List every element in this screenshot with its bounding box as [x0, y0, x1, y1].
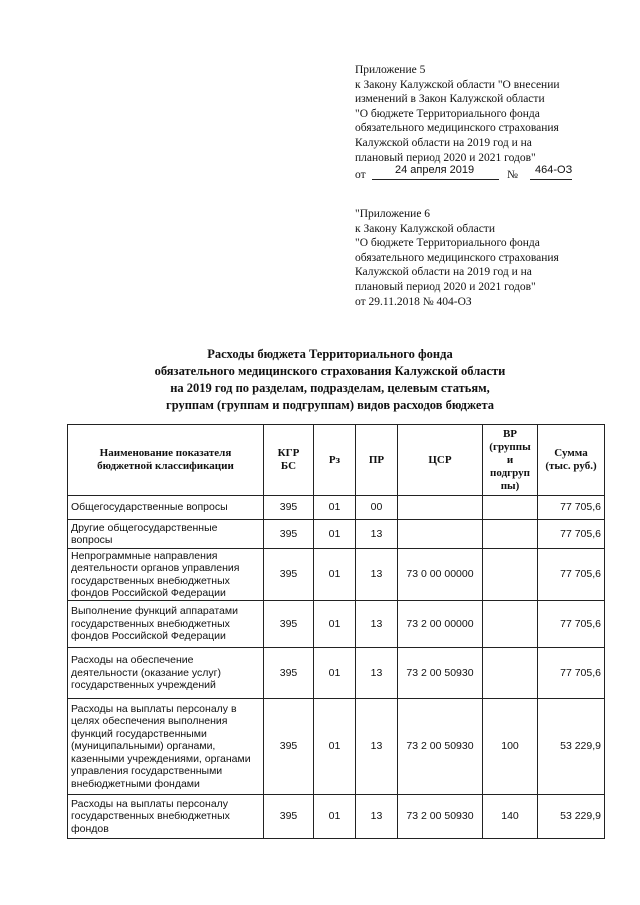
row-name [68, 648, 264, 699]
appendix-5-line: "О бюджете Территориального фонда [355, 107, 540, 120]
header-vr-line: пы) [500, 479, 520, 492]
appendix-5-line: обязательного медицинского страхования [355, 122, 559, 135]
row-name-line: Расходы на обеспечение [71, 654, 194, 667]
row-vr [483, 496, 538, 520]
row-pr: 13 [356, 601, 398, 648]
table-row [68, 496, 605, 520]
row-name-line: государственных внебюджетных [71, 810, 230, 823]
appendix-6-line: к Закону Калужской области [355, 222, 495, 235]
appendix-5-line: к Закону Калужской области "О внесении [355, 78, 560, 91]
row-name [68, 699, 264, 795]
title-line: на 2019 год по разделам, подразделам, целевым статьям, [170, 381, 490, 395]
header-sum [538, 425, 605, 496]
row-name [68, 549, 264, 601]
row-kgrbs: 395 [264, 699, 314, 795]
appendix-5-header [355, 63, 620, 183]
header-rz: Рз [314, 425, 356, 496]
row-name-line: деятельности органов управления [71, 562, 240, 574]
header-kgrbs-line: БС [280, 460, 297, 472]
law-date: 24 апреля 2019 [395, 164, 475, 177]
row-pr: 13 [356, 549, 398, 601]
date-prefix-label: от [355, 169, 366, 182]
row-name-line: Общегосударственные вопросы [71, 501, 228, 514]
table-row [68, 549, 605, 601]
title-line: обязательного медицинского страхования Калужской области [154, 364, 506, 378]
row-pr: 13 [356, 795, 398, 839]
row-vr [483, 601, 538, 648]
row-rz: 01 [314, 648, 356, 699]
row-name-line: управления государственными [71, 765, 223, 778]
row-vr [483, 549, 538, 601]
row-vr [483, 520, 538, 549]
appendix-6-line: Калужской области на 2019 год и на [355, 266, 532, 279]
table-row [68, 795, 605, 839]
table-row [68, 520, 605, 549]
row-name-line: Выполнение функций аппаратами [71, 605, 238, 618]
appendix-6-line: "О бюджете Территориального фонда [355, 237, 540, 250]
row-rz: 01 [314, 795, 356, 839]
row-vr: 100 [483, 699, 538, 795]
row-name-line: государственных внебюджетных [71, 617, 230, 630]
row-name-line: (муниципальными) органами, [71, 740, 216, 753]
header-pr: ПР [356, 425, 398, 496]
row-csr: 73 2 00 50930 [398, 699, 483, 795]
row-name-line: фондов Российской Федерации [71, 630, 226, 643]
row-kgrbs: 395 [264, 549, 314, 601]
table-row [68, 699, 605, 795]
row-vr: 140 [483, 795, 538, 839]
appendix-5-line: Приложение 5 [355, 64, 426, 76]
row-kgrbs: 395 [264, 601, 314, 648]
appendix-6-line: "Приложение 6 [355, 208, 431, 220]
row-name-line: государственных учреждений [71, 679, 216, 692]
row-sum: 77 705,6 [538, 648, 605, 699]
header-vr-line: (группы [489, 440, 531, 453]
appendix-6-header [355, 207, 620, 309]
budget-table [67, 424, 605, 839]
header-name-line: Наименование показателя [99, 447, 232, 459]
row-sum: 77 705,6 [538, 520, 605, 549]
row-csr: 73 2 00 50930 [398, 648, 483, 699]
row-name-line: функций государственными [71, 727, 207, 740]
row-rz: 01 [314, 520, 356, 549]
row-name-line: Расходы на выплаты персоналу [71, 797, 229, 810]
header-kgrbs-line: КГР [277, 447, 300, 459]
row-kgrbs: 395 [264, 496, 314, 520]
row-sum: 53 229,9 [538, 795, 605, 839]
row-rz: 01 [314, 496, 356, 520]
appendix-5-line: плановый период 2020 и 2021 годов" [355, 151, 536, 164]
row-pr: 13 [356, 520, 398, 549]
header-vr [483, 425, 538, 496]
row-sum: 53 229,9 [538, 699, 605, 795]
row-name-line: Непрограммные направления [71, 549, 218, 562]
row-name [68, 601, 264, 648]
table-row [68, 648, 605, 699]
row-kgrbs: 395 [264, 520, 314, 549]
appendix-5-line: изменений в Закон Калужской области [355, 93, 545, 106]
row-kgrbs: 395 [264, 795, 314, 839]
row-name-line: Расходы на выплаты персоналу в [71, 702, 237, 715]
row-rz: 01 [314, 601, 356, 648]
row-name [68, 795, 264, 839]
header-sum-line: (тыс. руб.) [545, 460, 597, 472]
table-header-row [68, 425, 605, 496]
row-sum: 77 705,6 [538, 601, 605, 648]
row-name-line: казенными учреждениями, органами [71, 752, 251, 765]
header-sum-line: Сумма [554, 447, 588, 459]
table-row [68, 601, 605, 648]
row-sum: 77 705,6 [538, 496, 605, 520]
row-name-line: целях обеспечения выполнения [71, 715, 228, 728]
header-name [68, 425, 264, 496]
header-csr: ЦСР [398, 425, 483, 496]
row-name-line: фондов Российской Федерации [71, 587, 226, 599]
row-sum: 77 705,6 [538, 549, 605, 601]
row-csr: 73 2 00 50930 [398, 795, 483, 839]
document-title [60, 346, 600, 414]
header-kgrbs [264, 425, 314, 496]
header-vr-line: ВР [502, 427, 518, 440]
appendix-6-line: обязательного медицинского страхования [355, 251, 559, 264]
row-name-line: фондов [71, 822, 109, 835]
row-vr [483, 648, 538, 699]
row-kgrbs: 395 [264, 648, 314, 699]
law-signature-row [355, 165, 620, 183]
row-name-line: Другие общегосударственные [71, 521, 218, 534]
header-vr-line: подгруп [490, 466, 530, 479]
row-name-line: внебюджетными фондами [71, 777, 200, 790]
row-name-line: деятельности (оказание услуг) [71, 666, 221, 679]
header-vr-line: и [506, 453, 514, 466]
row-name-line: государственных внебюджетных [71, 574, 230, 587]
row-name [68, 520, 264, 549]
appendix-6-line: плановый период 2020 и 2021 годов" [355, 280, 536, 293]
appendix-6-line: от 29.11.2018 № 404-ОЗ [355, 295, 472, 308]
row-pr: 13 [356, 699, 398, 795]
row-csr [398, 520, 483, 549]
row-csr: 73 0 00 00000 [398, 549, 483, 601]
header-name-line: бюджетной классификации [97, 460, 234, 472]
title-line: группам (группам и подгруппам) видов расходов бюджета [166, 398, 494, 412]
row-name [68, 496, 264, 520]
row-csr: 73 2 00 00000 [398, 601, 483, 648]
law-number: 464-ОЗ [535, 164, 573, 177]
row-csr [398, 496, 483, 520]
row-rz: 01 [314, 699, 356, 795]
title-line: Расходы бюджета Территориального фонда [207, 347, 453, 361]
row-rz: 01 [314, 549, 356, 601]
number-sign-label: № [507, 169, 518, 182]
row-name-line: вопросы [71, 534, 113, 546]
row-pr: 13 [356, 648, 398, 699]
appendix-5-line: Калужской области на 2019 год и на [355, 136, 532, 149]
row-pr: 00 [356, 496, 398, 520]
